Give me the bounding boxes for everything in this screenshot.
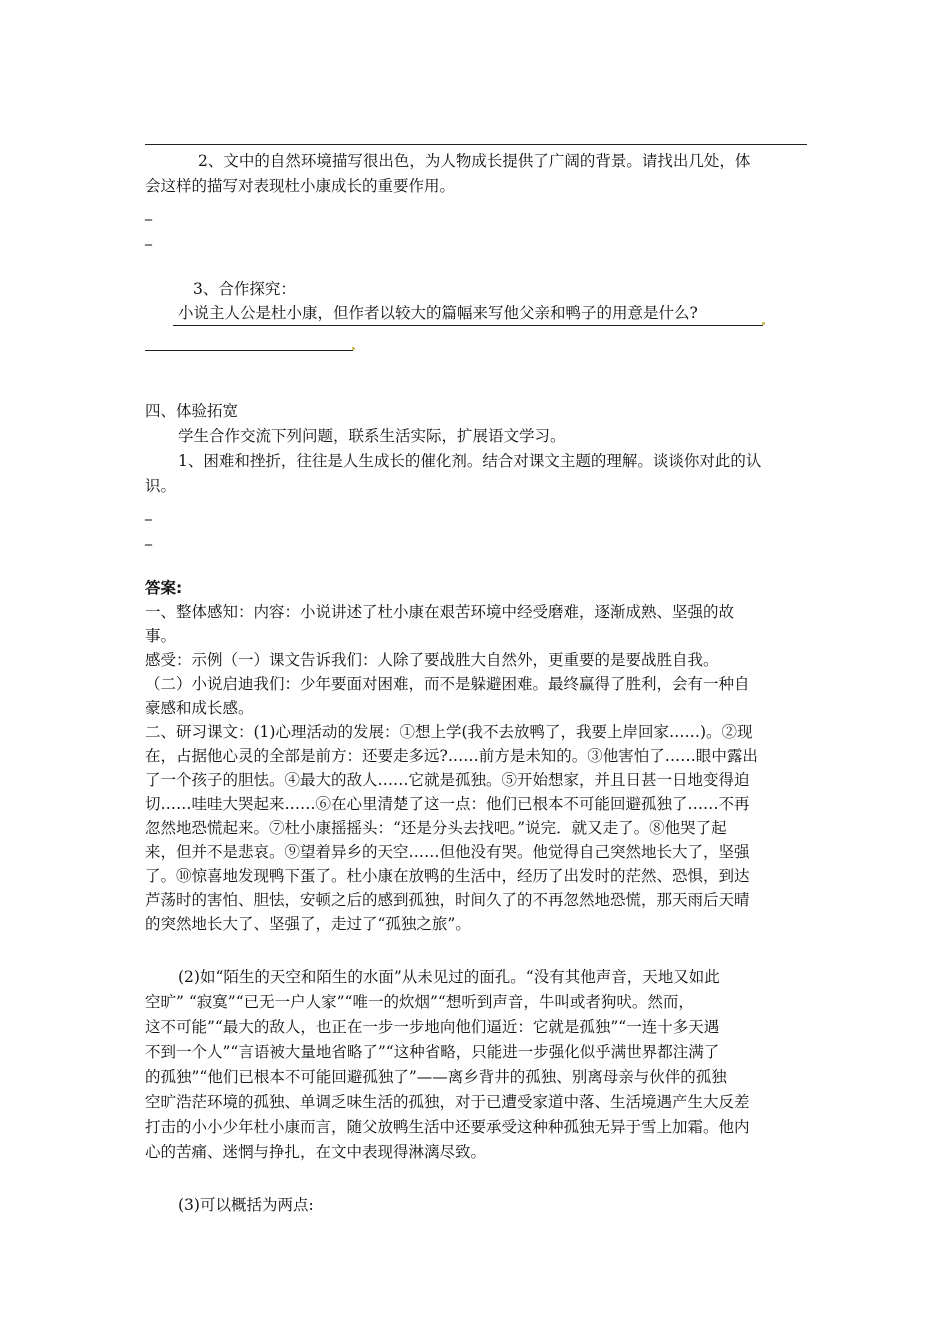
answer-line: 的突然地长大了、坚强了，走过了“孤独之旅”。	[145, 915, 471, 933]
answer-line: 了一个孩子的胆怯。④最大的敌人……它就是孤独。⑤开始想家，并且日甚一日地变得迫	[145, 771, 750, 789]
section-4-question-1-line-2: 识。	[145, 477, 177, 495]
question-3-title: 3、合作探究：	[193, 280, 296, 298]
question-2-line-1: 2、文中的自然环境描写很出色，为人物成长提供了广阔的背景。请找出几处，体	[198, 152, 751, 170]
answer-line: 芦荡时的害怕、胆怯，安顿之后的感到孤独，时间久了的不再忽然地恐慌，那天雨后天晴	[145, 891, 750, 909]
top-divider	[145, 144, 807, 145]
section-4-intro: 学生合作交流下列问题，联系生活实际，扩展语文学习。	[178, 427, 566, 445]
answer-blank-mark: _	[145, 530, 152, 546]
answer-line: 了。⑩惊喜地发现鸭下蛋了。杜小康在放鸭的生活中，经历了出发时的茫然、恐惧，到达	[145, 867, 750, 885]
marker-dot	[762, 322, 765, 325]
answer-line-short	[145, 350, 353, 351]
answer-line: 切……哇哇大哭起来……⑥在心里清楚了这一点：他们已根本不可能回避孤独了……不再	[145, 795, 750, 813]
answer-line: 感受：示例（一）课文告诉我们：人除了要战胜大自然外，更重要的是要战胜自我。	[145, 651, 719, 669]
answer-blank-mark: _	[145, 230, 152, 246]
answer-paragraph-3: (3)可以概括为两点:	[178, 1196, 314, 1214]
answer-blank-mark: _	[145, 505, 152, 521]
answer-paragraph-2-line: 的孤独”“他们已根本不可能回避孤独了”——离乡背井的孤独、别离母亲与伙伴的孤独	[145, 1068, 727, 1086]
answer-line: 忽然地恐慌起来。⑦杜小康摇摇头：“还是分头去找吧。”说完．就又走了。⑧他哭了起	[145, 819, 727, 837]
marker-dot	[352, 347, 355, 350]
answer-blank-mark: _	[145, 205, 152, 221]
section-4-heading: 四、体验拓宽	[145, 402, 239, 420]
section-4-question-1-line-1: 1、困难和挫折，往往是人生成长的催化剂。结合对课文主题的理解。谈谈你对此的认	[178, 452, 762, 470]
answer-line: （二）小说启迪我们：少年要面对困难，而不是躲避困难。最终赢得了胜利，会有一种自	[145, 675, 750, 693]
answers-heading: 答案:	[145, 579, 183, 597]
answer-paragraph-2-line: 空旷浩茫环境的孤独、单调乏味生活的孤独，对于已遭受家道中落、生活境遇产生大反差	[145, 1093, 750, 1111]
answer-paragraph-2-line: (2)如“陌生的天空和陌生的水面”从未见过的面孔。“没有其他声音，天地又如此	[178, 968, 720, 986]
answer-line: 事。	[145, 627, 177, 645]
answer-paragraph-2-line: 打击的小小少年杜小康而言，随父放鸭生活中还要承受这种种孤独无异于雪上加霜。他内	[145, 1118, 750, 1136]
answer-paragraph-2-line: 不到一个人”“言语被大量地省略了”“这种省略，只能进一步强化似乎满世界都注满了	[145, 1043, 720, 1061]
answer-line: 二、研习课文：(1)心理活动的发展：①想上学(我不去放鸭了，我要上岸回家……)。②现	[145, 723, 753, 741]
answer-line: 来，但并不是悲哀。⑨望着异乡的天空……但他没有哭。他觉得自己突然地长大了，坚强	[145, 843, 750, 861]
answer-paragraph-2-line: 空旷” “寂寞”“已无一户人家”“唯一的炊烟”“想听到声音，牛叫或者狗吠。然而，	[145, 993, 694, 1011]
answer-paragraph-2-line: 心的苦痛、迷惘与挣扎，在文中表现得淋漓尽致。	[145, 1143, 487, 1161]
answer-line: 豪感和成长感。	[145, 699, 254, 717]
answer-line: 一、整体感知：内容：小说讲述了杜小康在艰苦环境中经受磨难，逐渐成熟、坚强的故	[145, 603, 735, 621]
answer-line	[173, 325, 763, 326]
question-3-text: 小说主人公是杜小康，但作者以较大的篇幅来写他父亲和鸭子的用意是什么?	[178, 304, 698, 322]
question-2-line-2: 会这样的描写对表现杜小康成长的重要作用。	[145, 177, 456, 195]
answer-line: 在，占据他心灵的全部是前方：还要走多远?……前方是未知的。③他害怕了……眼中露出	[145, 747, 758, 765]
answer-paragraph-2-line: 这不可能”“最大的敌人，也正在一步一步地向他们逼近：它就是孤独”“一连十多天遇	[145, 1018, 720, 1036]
